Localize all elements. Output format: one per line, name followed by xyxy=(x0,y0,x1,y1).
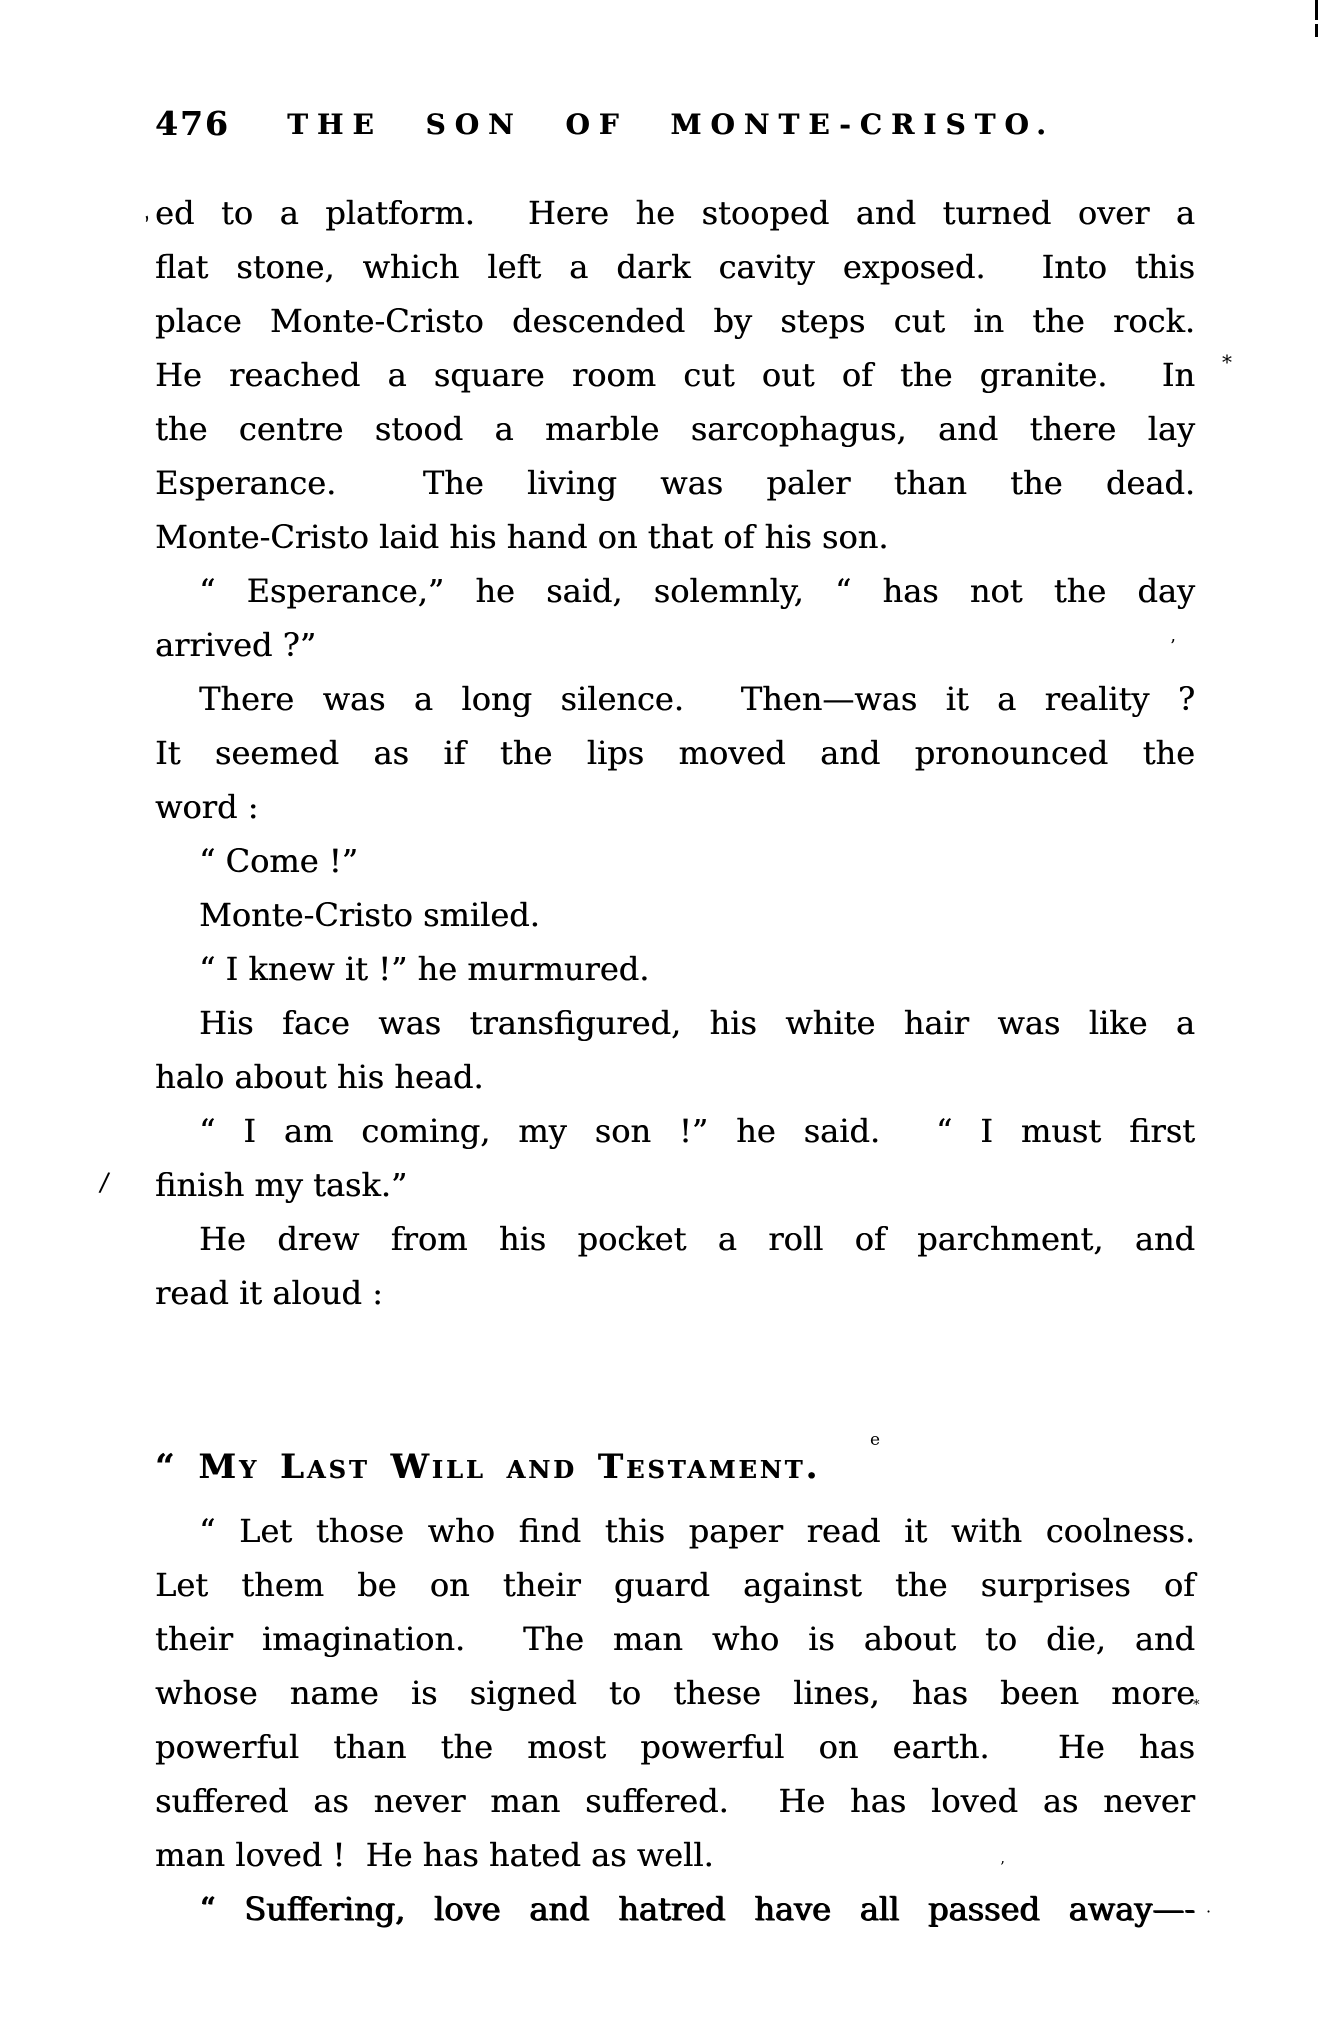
running-title: THE SON OF MONTE-CRISTO. xyxy=(287,108,1055,141)
page-header xyxy=(147,102,1195,148)
text-line: flat stone, which left a dark cavity exposed. Into this xyxy=(155,248,1195,286)
text-line: whose name is signed to these lines, has been more xyxy=(155,1674,1195,1712)
end-dot-artifact: · xyxy=(1206,1902,1212,1921)
text-line: Monte-Cristo laid his hand on that of his son. xyxy=(155,518,889,556)
text-line: “ Suffering, love and hatred have all passed away—- xyxy=(199,1890,1195,1928)
text-line: “ I knew it !” he murmured. xyxy=(199,950,650,988)
text-line: There was a long silence. Then—was it a reality ? xyxy=(199,680,1195,718)
body-text xyxy=(155,186,1195,1936)
text-line: the centre stood a marble sarcophagus, and there lay xyxy=(155,410,1195,448)
text-line: word : xyxy=(155,788,259,826)
margin-star-artifact: * xyxy=(1222,350,1232,374)
text-line: read it aloud : xyxy=(155,1274,383,1312)
text-line: “ I am coming, my son !” he said. “ I must first xyxy=(199,1112,1195,1150)
text-line: arrived ?” xyxy=(155,626,317,664)
text-line: their imagination. The man who is about to die, and xyxy=(155,1620,1195,1658)
text-line: He drew from his pocket a roll of parchment, and xyxy=(199,1220,1195,1258)
more-tail-artifact: * xyxy=(1193,1698,1200,1713)
text-line: Let them be on their guard against the surprises of xyxy=(155,1566,1195,1604)
page-number: 476 xyxy=(155,104,230,143)
margin-quote-artifact: ’ xyxy=(1170,636,1176,657)
text-line: ed to a platform. Here he stooped and turned over a xyxy=(155,194,1195,232)
e-mark-artifact: e xyxy=(870,1430,881,1450)
text-line: place Monte-Cristo descended by steps cut in the rock. xyxy=(155,302,1195,340)
text-line: “ Let those who find this paper read it with coolness. xyxy=(199,1512,1195,1550)
text-line: “ Esperance,” he said, solemnly, “ has not the day xyxy=(199,572,1195,610)
text-line: He reached a square room cut out of the granite. In xyxy=(155,356,1195,394)
text-line: Esperance. The living was paler than the dead. xyxy=(155,464,1195,502)
text-line: finish my task.” xyxy=(155,1166,408,1204)
text-line: “ Come !” xyxy=(199,842,358,880)
text-line: Monte-Cristo smiled. xyxy=(199,896,540,934)
text-line: It seemed as if the lips moved and pronounced the xyxy=(155,734,1195,772)
text-line: halo about his head. xyxy=(155,1058,484,1096)
ink-mark-artifact: , xyxy=(136,199,153,226)
text-line: suffered as never man suffered. He has loved as never xyxy=(155,1782,1195,1820)
left-margin-slash-artifact: / xyxy=(97,1167,111,1199)
will-heading: “ My Last Will and Testament. xyxy=(155,1447,821,1487)
text-line: powerful than the most powerful on earth. He has xyxy=(155,1728,1195,1766)
text-line: man loved ! He has hated as well. xyxy=(155,1836,714,1874)
text-line: His face was transfigured, his white hair was like a xyxy=(199,1004,1195,1042)
dot-above-artifact: ’ xyxy=(1000,1858,1005,1876)
